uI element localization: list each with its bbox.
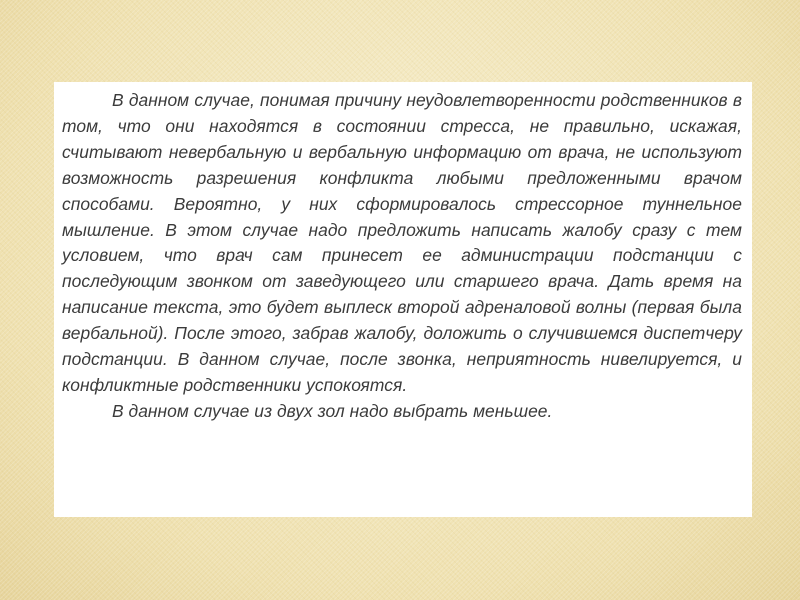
paragraph-main: В данном случае, понимая причину неудовлетворенности родственников в том, что они находятся в состоянии стресса, не правильно, искажая, считывают невербальную и вербальную информацию от врача, не используют возможность разрешения конфликта любыми предложенными врачом способами. Вероятно, у них сформировалось стрессорное туннельное мышление. В этом случае надо предложить написать жалобу сразу с тем условием, что врач сам принесет ее администрации подстанции с последующим звонком от заведующего или старшего врача. Дать время на написание текста, это будет выплеск второй адреналовой волны (первая была вербальной). После этого, забрав жалобу, доложить о случившемся диспетчеру подстанции. В данном случае, после звонка, неприятность нивелируется, и конфликтные родственники успокоятся. [62,90,742,395]
text-box [54,82,752,517]
paragraph-conclusion: В данном случае из двух зол надо выбрать меньшее. [112,400,553,421]
